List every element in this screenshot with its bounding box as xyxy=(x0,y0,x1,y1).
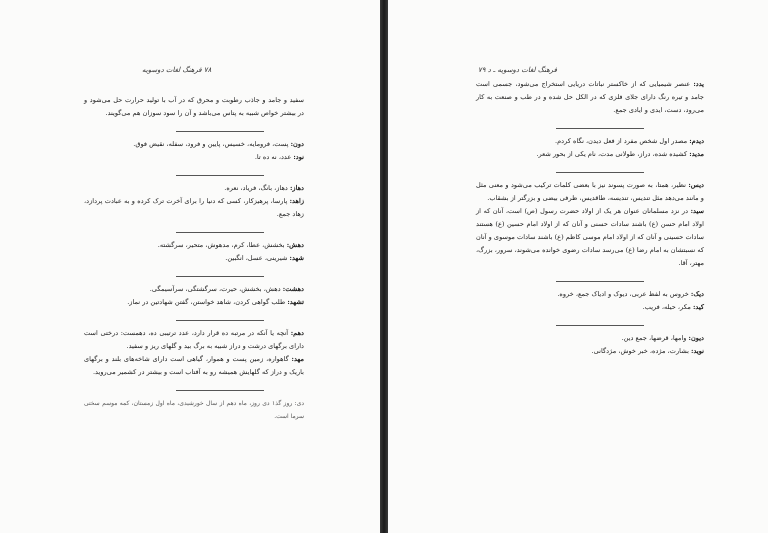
footnote: دی: روز گذ۱ دی روز، ماه دهم از سال خورشیدی، ماه اول زمستان، کمه موسم سختی سرما است. xyxy=(84,400,304,420)
entry-term: دیدم: xyxy=(689,137,704,145)
entry-continuation: سفید و جامد و جاذب رطوبت و محرق که در آب با تولید حرارت حل می‌شود و در بیشتر خواص شبیه به پتاس می‌باشد و آن را سود سوزان هم می‌گویند. xyxy=(84,96,304,117)
dictionary-entry xyxy=(84,138,304,151)
dictionary-entry xyxy=(84,252,304,265)
entry-definition: وامها، قرضها، جمع دین. xyxy=(621,334,689,342)
entry-term: دهم: xyxy=(290,329,304,337)
entry-term: دهش: xyxy=(286,241,304,249)
page-header: فرهنگ لغات دوسویه ـ د ۷۹ xyxy=(478,66,558,74)
entry-definition: شیرینی، عسل، انگبین. xyxy=(225,254,290,262)
dictionary-entry xyxy=(84,151,304,164)
entry-definition: عنصر شیمیایی که از خاکستر نباتات دریایی استخراج می‌شود، جسمی است جامد و تیره رنگ دارای جلای فلزی که در الکل حل شده و در طب و صنعت به کار می‌رود، دست، ایدی و ایادی جمع. xyxy=(476,80,704,114)
entry-definition: خروس به لفظ عربی، دیوک و ادیاک جمع، خروه. xyxy=(557,290,691,298)
dictionary-entry xyxy=(476,148,704,161)
separator-line xyxy=(556,325,644,326)
entry-term: نوید: xyxy=(691,347,704,355)
entry-definition: مصدر اول شخص مفرد از فعل دیدن، نگاه کردم. xyxy=(555,137,690,145)
dictionary-entry xyxy=(476,78,704,117)
separator-line xyxy=(176,276,264,277)
separator-line xyxy=(176,232,264,233)
dictionary-entry xyxy=(84,327,304,353)
separator-line xyxy=(556,281,644,282)
entry-term: یدد: xyxy=(693,80,704,88)
entry-term: تشهد: xyxy=(287,298,304,306)
page-content xyxy=(84,94,304,423)
dictionary-entry xyxy=(476,179,704,205)
separator-line xyxy=(176,320,264,321)
entry-term: کید: xyxy=(692,303,704,311)
entry-definition: پارسا، پرهیزکار، کسی که دنیا را برای آخرت ترک کرده و به عبادت پردازد، زهاد جمع. xyxy=(84,197,304,218)
entry-definition: گاهواره، زمین پست و هموار، گیاهی است دارای شاخه‌های بلند و برگهای باریک و دراز که گلهایش همیشه رو به آفتاب است و بیشتر در کشمیر می‌روید. xyxy=(84,355,304,376)
entry-definition: دهش، بخشش، حیرت، سرگشتگی، سرآسیمگی. xyxy=(149,285,283,293)
entry-term: زاهد: xyxy=(289,197,304,205)
dictionary-entry xyxy=(476,135,704,148)
separator-line xyxy=(556,128,644,129)
separator-line xyxy=(176,175,264,176)
dictionary-entry xyxy=(84,283,304,296)
dictionary-entry xyxy=(84,353,304,379)
dictionary-entry xyxy=(84,296,304,309)
dictionary-entry xyxy=(84,239,304,252)
entry-definition: نظیر، همتا، به صورت پسوند نیز با بعضی کلمات ترکیب می‌شود و معنی مثل و مانند می‌دهد مثل تندیس، تندیسه، طاقدیس، ظرفی بیضی و بزرگتر از بشقاب. xyxy=(476,181,704,202)
entry-term: مهد: xyxy=(291,355,304,363)
page-header: ۷۸ فرهنگ لغات دوسویه xyxy=(142,66,212,74)
spacer xyxy=(476,68,704,78)
entry-definition: کشیده شده، دراز، طولانی مدت، نام یکی از بحور شعر. xyxy=(536,150,690,158)
entry-definition: بشارت، مژده، خبر خوش، مژدگانی. xyxy=(591,347,692,355)
entry-definition: دهاز، بانگ، فریاد، نعره. xyxy=(224,184,290,192)
entry-definition: پست، فرومایه، خسیس، پایین و فرود، سفله، نقیض فوق. xyxy=(133,140,291,148)
separator-line xyxy=(176,390,264,391)
entry-term: دهاز: xyxy=(289,184,304,192)
dictionary-entry xyxy=(476,301,704,314)
entry-definition: طلب گواهی کردن، شاهد خواستن، گفتن شهادتین در نماز. xyxy=(127,298,288,306)
page-content xyxy=(476,68,704,358)
left-page xyxy=(0,0,380,533)
dictionary-entry xyxy=(84,195,304,221)
entry-term: نود: xyxy=(293,153,304,161)
separator-line xyxy=(176,131,264,132)
entry-term: دیک: xyxy=(690,290,704,298)
dictionary-entry xyxy=(476,205,704,270)
entry-term: دیس: xyxy=(688,181,704,189)
entry-definition: در نزد مسلمانان عنوان هر یک از اولاد حضرت رسول (ص) است، آنان که از اولاد امام حسن (ع) باشند سادات حسنی و آنان که از اولاد امام حسین (ع) هستند سادات حسینی و آنان که از اولاد امام موسی کاظم (ع) باشند سادات موسوی و آنان که نسبتشان به امام رضا (ع) می‌رسد سادات رضوی خوانده می‌شوند، سرور، بزرگ، مهتر، آقا. xyxy=(476,207,704,267)
entry-term: شهد: xyxy=(289,254,304,262)
separator-line xyxy=(556,172,644,173)
entry-definition: آنچه یا آنکه در مرتبه ده قرار دارد، عدد ترتیبی ده، دهمست: درختی است دارای برگهای درشت و دراز شبیه به برگ بید و گلهای ریز و سفید. xyxy=(84,329,304,350)
dictionary-entry xyxy=(84,182,304,195)
entry-term: سید: xyxy=(690,207,704,215)
entry-definition: عدد، نه ده تا. xyxy=(254,153,294,161)
dictionary-entry xyxy=(476,288,704,301)
entry-term: دون: xyxy=(290,140,304,148)
entry-term: دیون: xyxy=(688,334,704,342)
entry-term: مدید: xyxy=(689,150,704,158)
dictionary-entry xyxy=(476,332,704,345)
entry-definition: مکر، حیله، فریب. xyxy=(642,303,693,311)
dictionary-entry xyxy=(476,345,704,358)
right-page xyxy=(388,0,768,533)
book-spine xyxy=(380,0,388,533)
entry-definition: بخشش، عطا، کرم، مدهوش، متحیر، سرگشته. xyxy=(157,241,287,249)
entry-term: دهشت: xyxy=(282,285,304,293)
